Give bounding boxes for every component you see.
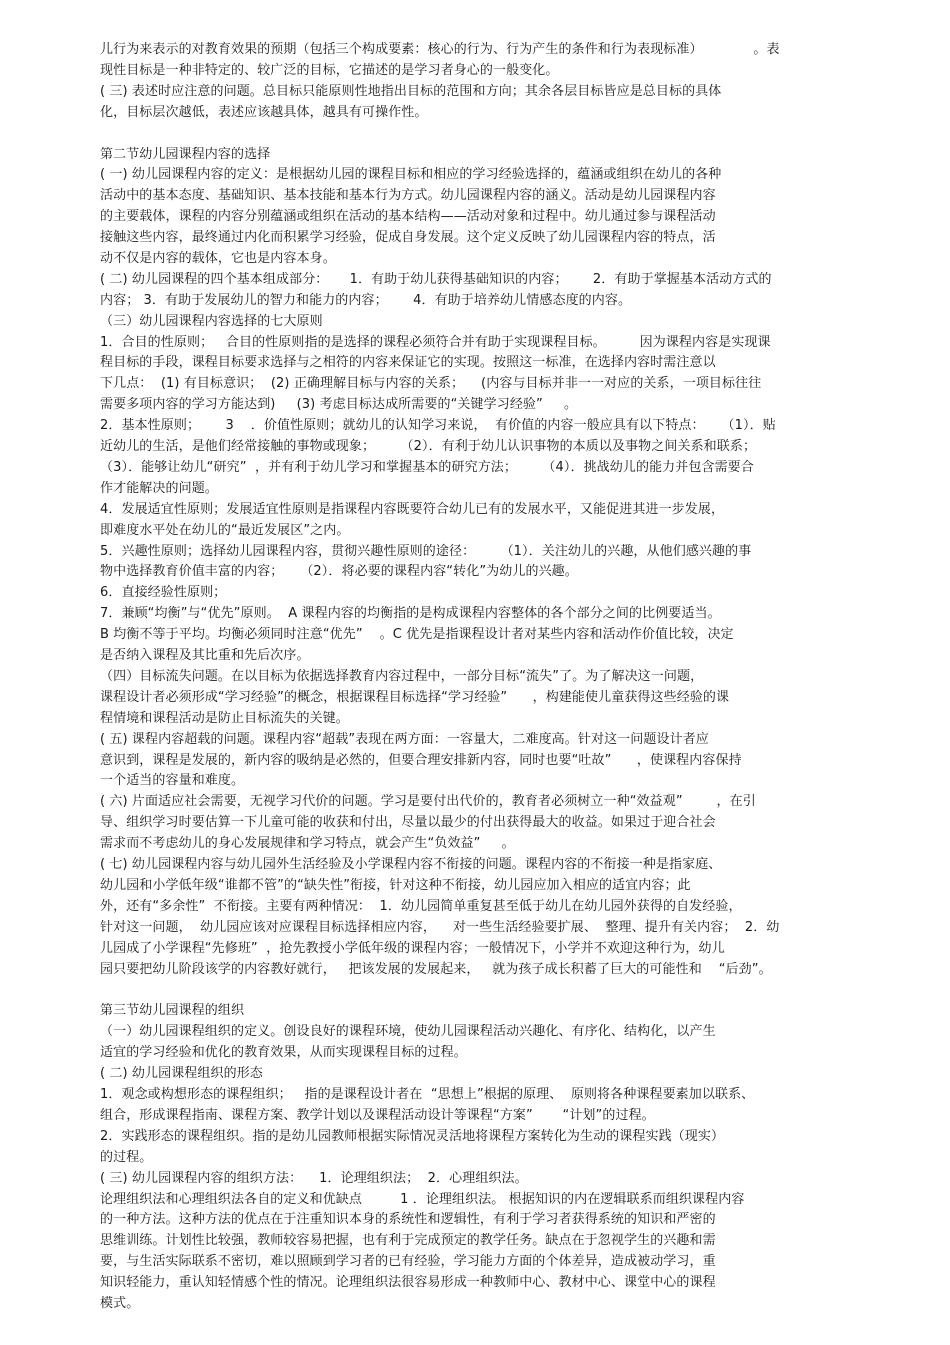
text-line: ( 七) 幼儿园课程内容与幼儿园外生活经验及小学课程内容不衔接的问题。课程内容的不衔接一种是指家庭、 [100,857,722,872]
text-line: 组合，形成课程指南、课程方案、教学计划以及课程活动设计等课程“方案” “计划”的过程。 [100,1108,655,1123]
text-line: ( 六) 片面适应社会需要，无视学习代价的问题。学习是要付出代价的，教育者必须树立一种“效益观” ，在引 [100,794,756,809]
text-line: 物中选择教育价值丰富的内容； （2）．将必要的课程内容“转化”为幼儿的兴趣。 [100,564,578,579]
text-line: 思维训练。计划性比较强，教师较容易把握，也有利于完成预定的教学任务。缺点在于忽视学生的兴趣和需 [100,1233,716,1248]
text-line: 课程设计者必须形成“学习经验”的概念，根据课程目标选择“学习经验” ，构建能使儿童获得这些经验的课 [100,690,730,705]
text-line: （三）幼儿园课程内容选择的七大原则 [100,314,323,329]
text-line: 儿行为来表示的对教育效果的预期（包括三个构成要素：核心的行为、行为产生的条件和行为表现标准） 。表 [100,42,780,57]
text-line: 需求而不考虑幼儿的身心发展规律和学习特点，就会产生“负效益” 。 [100,836,515,851]
text-line: 第二节幼儿园课程内容的选择 [100,147,271,162]
text-line: 儿园成了小学课程“先修班” ，抢先教授小学低年级的课程内容；一般情况下，小学并不欢迎这种行为，幼儿 [100,941,725,956]
text-line: （一）幼儿园课程组织的定义。创设良好的课程环境，使幼儿园课程活动兴趣化、有序化、结构化，以产生 [100,1024,716,1039]
text-line: 5．兴趣性原则；选择幼儿园课程内容，贯彻兴趣性原则的途径： （1）．关注幼儿的兴趣，从他们感兴趣的事 [100,544,752,559]
text-line: ( 二) 幼儿园课程的四个基本组成部分： 1．有助于幼儿获得基础知识的内容； 2．有助于掌握基本活动方式的 [100,272,772,287]
text-line: 6．直接经验性原则； [100,585,227,600]
text-line: 的主要载体，课程的内容分别蕴涵或组织在活动的基本结构——活动对象和过程中。幼儿通过参与课程活动 [100,209,716,224]
text-line: 园只要把幼儿阶段该学的内容教好就行， 把该发展的发展起来， 就为孩子成长积蓄了巨大的可能性和 “后劲”。 [100,962,772,977]
text-line: 动不仅是内容的载体，它也是内容本身。 [100,251,336,266]
text-line: 模式。 [100,1296,140,1311]
text-line: 适宜的学习经验和优化的教育效果，从而实现课程目标的过程。 [100,1045,467,1060]
text-line: 针对这一问题， 幼儿园应该对应课程目标选择相应内容， 对一些生活经验要扩展、 整理、提升有关内容； 2．幼 [100,920,780,935]
text-line: 内容； 3．有助于发展幼儿的智力和能力的内容； 4．有助于培养幼儿情感态度的内容。 [100,293,632,308]
text-line: 意识到，课程是发展的，新内容的吸纳是必然的，但要合理安排新内容，同时也要“吐故” ，使课程内容保持 [100,753,742,768]
text-line: 外，还有“多余性” 不衔接。主要有两种情况： 1．幼儿园简单重复甚至低于幼儿在幼儿园外获得的自发经验， [100,899,742,914]
text-line: 化，目标层次越低，表述应该越具体，越具有可操作性。 [100,105,428,120]
text-line: 接触这些内容，最终通过内化而积累学习经验，促成自身发展。这个定义反映了幼儿园课程内容的特点，活 [100,230,716,245]
text-line: 即难度水平处在幼儿的“最近发展区”之内。 [100,523,350,538]
text-line: 幼儿园和小学低年级“谁都不管”的“缺失性”衔接，针对这种不衔接，幼儿园应加入相应的适宜内容；此 [100,878,691,893]
text-line: 的一种方法。这种方法的优点在于注重知识本身的系统性和逻辑性，有利于学习者获得系统的知识和严密的 [100,1212,716,1227]
text-line: （3）．能够让幼儿“研究” ，并有利于幼儿学习和掌握基本的研究方法； （4）．挑战幼儿的能力并包含需要合 [100,460,754,475]
text-line: 作才能解决的问题。 [100,481,218,496]
text-line: 的过程。 [100,1150,153,1165]
text-line: 程目标的手段，课程目标要求选择与之相符的内容来保证它的实现。按照这一标准，在选择内容时需注意以 [100,355,716,370]
text-line: ( 二) 幼儿园课程组织的形态 [100,1066,263,1081]
text-line: 7．兼顾“均衡”与“优先”原则。 A 课程内容的均衡指的是构成课程内容整体的各个部分之间的比例要适当。 [100,606,721,621]
text-line: 活动中的基本态度、基础知识、基本技能和基本行为方式。幼儿园课程内容的涵义。活动是幼儿园课程内容 [100,188,716,203]
text-line: 2．基本性原则； 3 ．价值性原则；就幼儿的认知学习来说， 有价值的内容一般应具有以下特点： （1）．贴 [100,418,776,433]
text-line: 一个适当的容量和难度。 [100,773,245,788]
text-line: 近幼儿的生活，是他们经常接触的事物或现象； （2）．有利于幼儿认识事物的本质以及事物之间关系和联系； [100,439,757,454]
text-line: 4．发展适宜性原则；发展适宜性原则是指课程内容既要符合幼儿已有的发展水平，又能促进其进一步发展， [100,502,725,517]
text-line: 知识轻能力，重认知轻情感个性的情况。论理组织法很容易形成一种教师中心、教材中心、课堂中心的课程 [100,1275,716,1290]
text-line: 1．观念或构想形态的课程组织； 指的是课程设计者在 “思想上”根据的原理、 原则将各种课程要素加以联系、 [100,1087,755,1102]
text-line: ( 三) 表述时应注意的问题。总目标只能原则性地指出目标的范围和方向；其余各层目标皆应是总目标的具体 [100,84,722,99]
text-line: 1．合目的性原则； 合目的性原则指的是选择的课程必须符合并有助于实现课程目标。 因为课程内容是实现课 [100,335,771,350]
text-line: 需要多项内容的学习方能达到) (3) 考虑目标达成所需要的“关键学习经验” 。 [100,397,578,412]
text-line: 2．实践形态的课程组织。指的是幼儿园教师根据实际情况灵活地将课程方案转化为生动的课程实践（现实） [100,1129,725,1144]
text-line: ( 三) 幼儿园课程内容的组织方法： 1．论理组织法； 2．心理组织法。 [100,1171,528,1186]
text-line: B 均衡不等于平均。均衡必须同时注意“优先” 。C 优先是指课程设计者对某些内容和活动作价值比较，决定 [100,627,734,642]
text-line: 导、组织学习时要估算一下儿童可能的收获和付出，尽量以最少的付出获得最大的收益。如果过于迎合社会 [100,815,716,830]
text-line: 论理组织法和心理组织法各自的定义和优缺点 1 ．论理组织法。 根据知识的内在逻辑联系而组织课程内容 [100,1192,745,1207]
text-line: 是否纳入课程及其比重和先后次序。 [100,648,310,663]
text-line: （四）目标流失问题。在以目标为依据选择教育内容过程中，一部分目标“流失”了。为了解决这一问题， [100,669,704,684]
text-line: 要，与生活实际联系不密切，难以照顾到学习者的已有经验，学习能力方面的个体差异，造成被动学习，重 [100,1254,716,1269]
text-line: 现性目标是一种非特定的、较广泛的目标，它描述的是学习者身心的一般变化。 [100,63,559,78]
text-line: ( 一) 幼儿园课程内容的定义：是根据幼儿园的课程目标和相应的学习经验选择的，蕴涵或组织在幼儿的各种 [100,167,722,182]
text-line: ( 五) 课程内容超载的问题。课程内容“超载”表现在两方面：一容量大，二难度高。针对这一问题设计者应 [100,732,709,747]
text-line: 下几点： (1) 有目标意识； (2) 正确理解目标与内容的关系； (内容与目标并非一一对应的关系，一项目标往往 [100,376,762,391]
text-line: 第三节幼儿园课程的组织 [100,1003,245,1018]
text-line: 程情境和课程活动是防止目标流失的关键。 [100,711,349,726]
